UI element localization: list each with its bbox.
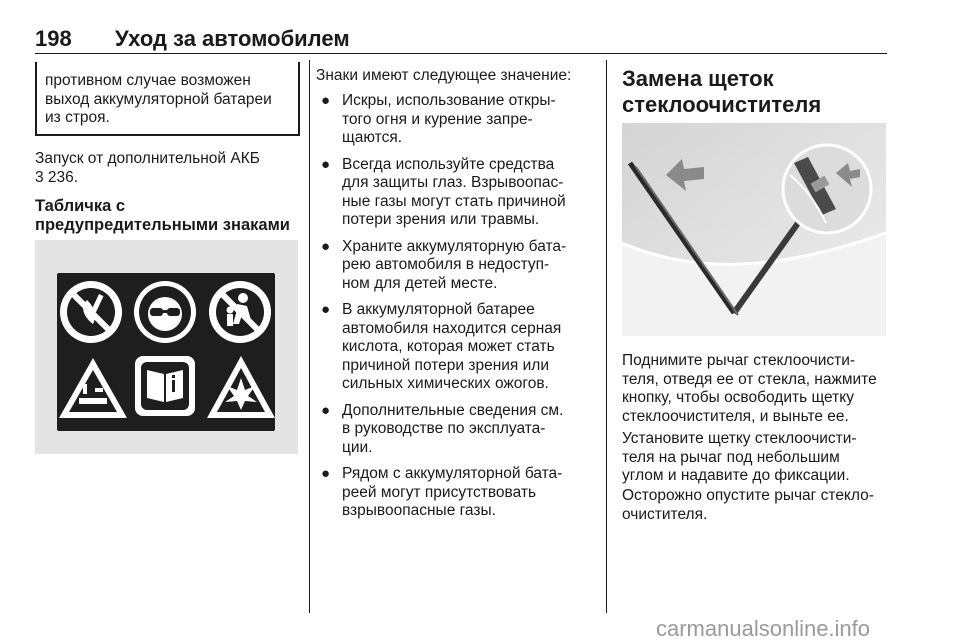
read-manual-sign [135,356,195,416]
wiper-instructions-step1: Поднимите рычаг стеклоочисти- теля, отведя ее от стекла, нажмите кнопку, чтобы освободить щетку стеклоочистителя, и выньте ее. [622,352,877,425]
bullet-icon: ● [321,92,331,109]
warning-signs-heading [35,197,290,235]
keep-away-from-children-sign [209,281,271,343]
heading-line: стеклоочистителя [622,92,822,117]
warning-line: противном случае возможен [45,72,251,89]
heading-line: предупредительными знаками [35,216,290,234]
wiper-blade-graphic [622,123,886,336]
bullet-icon: ● [321,465,331,482]
jump-start-reference [35,150,300,187]
list-item: ● Искры, использование откры- того огня и курение запре- щаются. [321,92,556,146]
page-number: 198 [35,26,72,51]
heading-line: Замена щеток [622,66,774,91]
bullet-icon: ● [321,237,331,255]
paragraph-line: Запуск от дополнительной АКБ [35,150,260,167]
eye-protection-sign [134,281,196,343]
page-reference-link[interactable]: 3 236. [35,168,79,186]
warning-signs-graphic [35,240,298,454]
wiper-instructions-step3: Осторожно опустите рычаг стекло- очистителя. [622,487,874,523]
warning-box [35,62,300,136]
heading-line: Табличка с [35,197,126,215]
list-item: ● В аккумуляторной батарее автомобиля находится серная кислота, которая может стать причиной потери зрения или сильных химических ожогов. [321,301,562,392]
list-item: ● Дополнительные сведения см. в руководстве по эксплуата- ции. [321,401,564,456]
list-item: ● Храните аккумуляторную бата- рею автомобиля в недоступ- ном для детей месте. [321,237,567,292]
wiper-illustration [622,123,886,336]
signs-bullet-list [316,92,596,529]
header-rule [35,53,887,54]
warning-line: выход аккумуляторной батареи [45,90,272,108]
column-divider [309,60,310,613]
page-title: Уход за автомобилем [115,26,350,51]
wiper-instructions-step2: Установите щетку стеклоочисти- теля на рычаг под небольшим углом и надавите до фиксации. [622,430,857,484]
no-smoking-sign [60,281,122,343]
column-divider [606,60,607,613]
warning-signs-panel [35,240,298,454]
signs-intro: Знаки имеют следующее значение: [316,67,572,84]
bullet-icon: ● [321,155,331,173]
warning-line: из строя. [45,109,110,126]
bullet-icon: ● [321,401,331,419]
watermark: carmanualsonline.info [656,616,871,641]
page-header [35,26,887,52]
list-item: ● Всегда используйте средства для защиты глаз. Взрывоопас- ные газы могут стать причиной потери зрения или травмы. [321,155,566,228]
bullet-icon: ● [321,301,331,318]
list-item: ● Рядом с аккумуляторной бата- реей могут присутствовать взрывоопасные газы. [321,465,563,519]
wiper-section-heading [622,66,821,118]
